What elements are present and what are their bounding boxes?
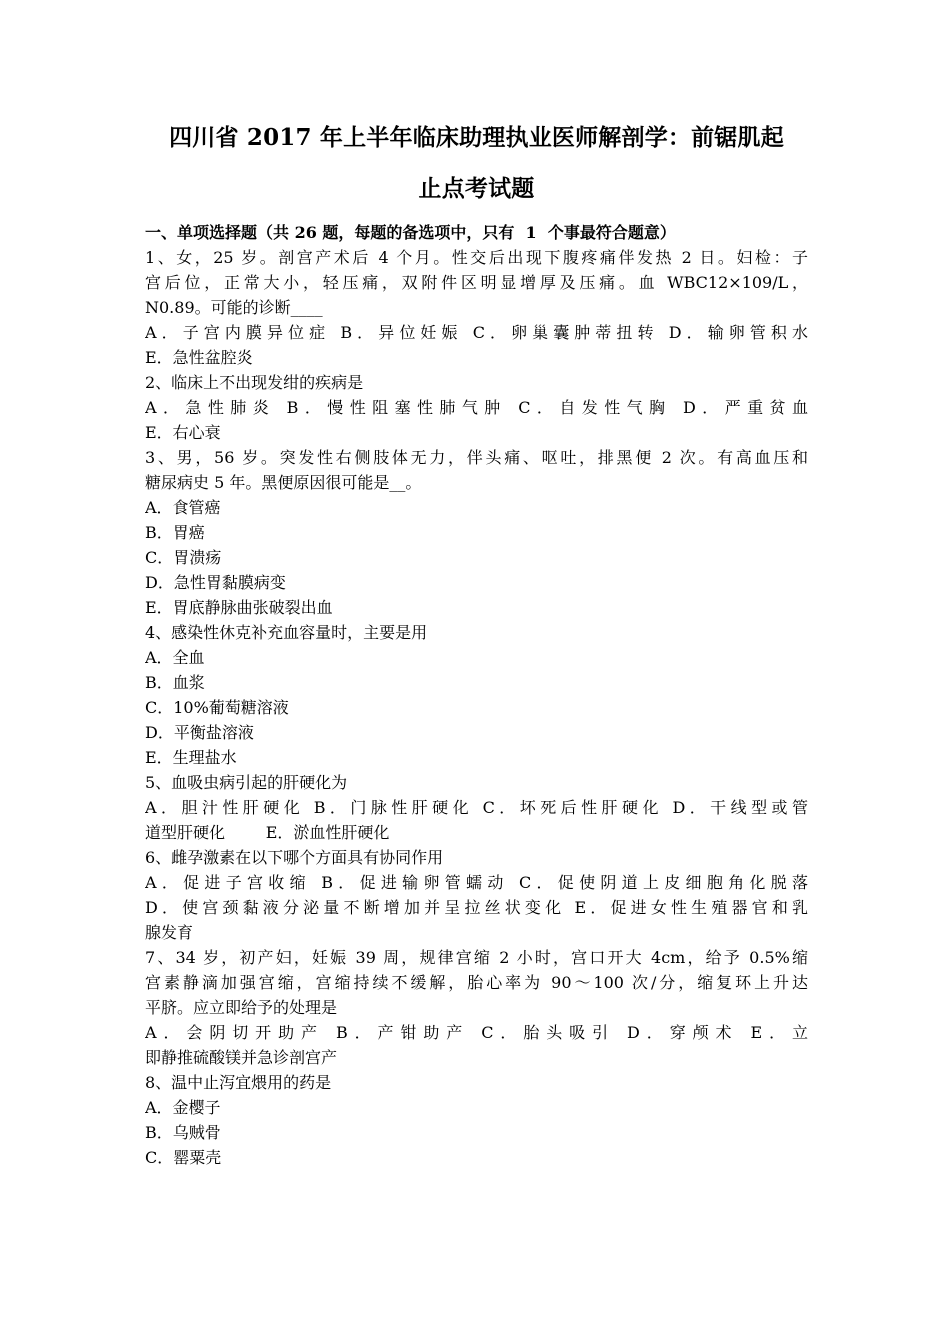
text-line: 平脐。应立即给予的处理是 bbox=[145, 998, 338, 1017]
document-body bbox=[145, 220, 808, 1170]
text-line: E．生理盐水 bbox=[145, 748, 237, 767]
text-line: A．食管癌 bbox=[145, 498, 221, 517]
text-line: 道型肝硬化 E．淤血性肝硬化 bbox=[145, 823, 390, 842]
text-line: 5、血吸虫病引起的肝硬化为 bbox=[145, 773, 348, 792]
text-line: A．胆汁性肝硬化 B．门脉性肝硬化 C．坏死后性肝硬化 D．干线型或管 bbox=[145, 798, 808, 817]
text-line: A．全血 bbox=[145, 648, 205, 667]
text-line: A．急性肺炎 B．慢性阻塞性肺气肿 C．自发性气胸 D．严重贫血 bbox=[145, 398, 808, 417]
text-line: A．金樱子 bbox=[145, 1098, 221, 1117]
text-line: C．胃溃疡 bbox=[145, 548, 222, 567]
text-line: E．胃底静脉曲张破裂出血 bbox=[145, 598, 333, 617]
text-line: 4、感染性休克补充血容量时，主要是用 bbox=[145, 623, 428, 642]
text-line: 3、男，56 岁。突发性右侧肢体无力，伴头痛、呕吐，排黑便 2 次。有高血压和 bbox=[145, 448, 808, 467]
text-line: A．促进子宫收缩 B．促进输卵管蠕动 C．促使阴道上皮细胞角化脱落 bbox=[145, 873, 808, 892]
text-line: C．10%葡萄糖溶液 bbox=[145, 698, 289, 717]
document-title-line-1: 四川省 2017 年上半年临床助理执业医师解剖学：前锯肌起 bbox=[169, 124, 784, 151]
section-heading: 一、单项选择题（共 26 题，每题的备选项中，只有 1 个事最符合题意） bbox=[145, 223, 676, 242]
text-line: A．子宫内膜异位症 B．异位妊娠 C．卵巢囊肿蒂扭转 D．输卵管积水 bbox=[145, 323, 808, 342]
text-line: 8、温中止泻宜煨用的药是 bbox=[145, 1073, 332, 1092]
text-line: 2、临床上不出现发绀的疾病是 bbox=[145, 373, 364, 392]
text-line: 糖尿病史 5 年。黑便原因很可能是__。 bbox=[145, 473, 422, 492]
text-line: N0.89。可能的诊断____ bbox=[145, 298, 323, 317]
text-line: B．乌贼骨 bbox=[145, 1123, 221, 1142]
text-line: 宫后位，正常大小，轻压痛，双附件区明显增厚及压痛。血 WBC12×109/L， bbox=[145, 273, 808, 292]
text-line: C．罂粟壳 bbox=[145, 1148, 222, 1167]
text-line: B．胃癌 bbox=[145, 523, 205, 542]
text-line: 1、女，25 岁。剖宫产术后 4 个月。性交后出现下腹疼痛伴发热 2 日。妇检：子 bbox=[145, 248, 808, 267]
text-line: D．平衡盐溶液 bbox=[145, 723, 254, 742]
text-line: E．右心衰 bbox=[145, 423, 221, 442]
text-line: A．会阴切开助产 B．产钳助产 C．胎头吸引 D．穿颅术 E．立 bbox=[145, 1023, 808, 1042]
text-line: E．急性盆腔炎 bbox=[145, 348, 253, 367]
text-line: D．使宫颈黏液分泌量不断增加并呈拉丝状变化 E．促进女性生殖器官和乳 bbox=[145, 898, 808, 917]
question-list bbox=[145, 245, 808, 1170]
document-title-line-2: 止点考试题 bbox=[418, 175, 535, 202]
text-line: 宫素静滴加强宫缩，宫缩持续不缓解，胎心率为 90～100 次/分，缩复环上升达 bbox=[145, 973, 808, 992]
text-line: 即静推硫酸镁并急诊剖宫产 bbox=[145, 1048, 338, 1067]
text-line: D．急性胃黏膜病变 bbox=[145, 573, 286, 592]
text-line: 6、雌孕激素在以下哪个方面具有协同作用 bbox=[145, 848, 444, 867]
text-line: 腺发育 bbox=[145, 923, 194, 942]
text-line: 7、34 岁，初产妇，妊娠 39 周，规律宫缩 2 小时，宫口开大 4cm，给予 0.5%缩 bbox=[145, 948, 808, 967]
text-line: B．血浆 bbox=[145, 673, 205, 692]
